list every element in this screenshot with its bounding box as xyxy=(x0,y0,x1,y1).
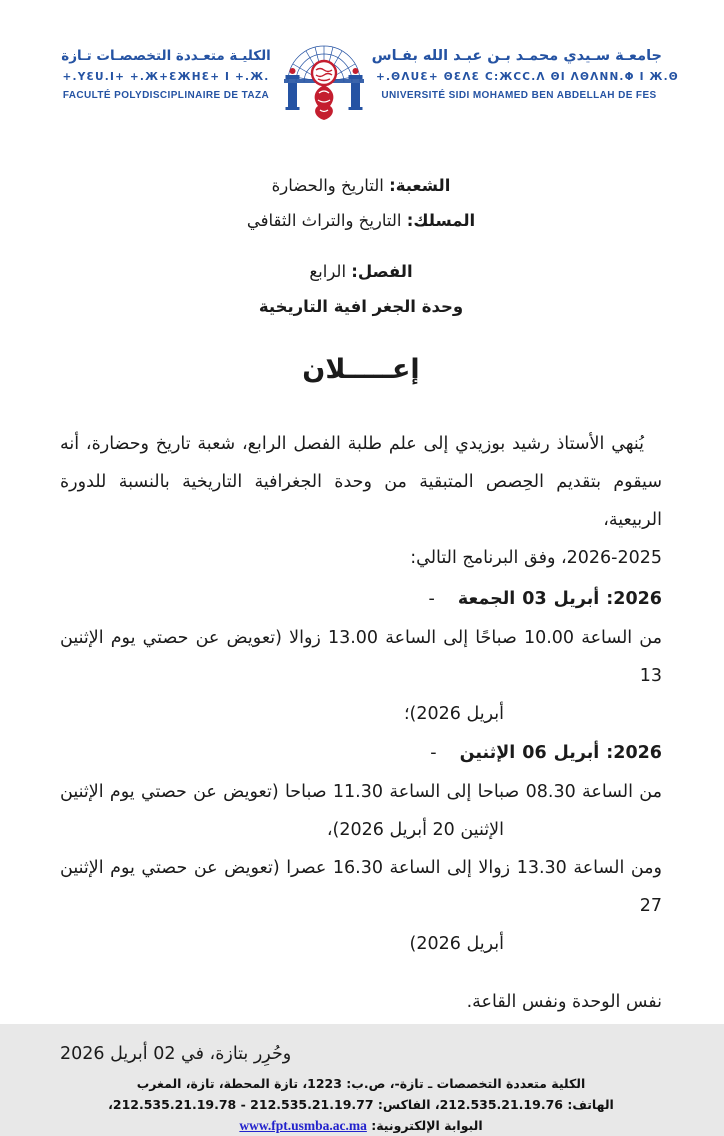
program-info xyxy=(60,168,662,324)
info-semester xyxy=(60,254,662,289)
university-name-tifinagh: +.ΘΛUƐ+ ΘƐΛƐ C:ЖCC.Λ ΘΙ ΛΘΛΝΝ.Φ Ι Ж.Θ xyxy=(376,70,679,83)
date-year: 2026: xyxy=(606,743,662,764)
track-value: التاريخ والتراث الثقافي xyxy=(246,211,407,230)
date-num: 06 xyxy=(522,743,547,764)
emblem-icon xyxy=(274,26,374,122)
date-num: 03 xyxy=(522,589,547,610)
info-track xyxy=(60,203,662,238)
university-block xyxy=(371,47,679,101)
semester-value: الرابع xyxy=(309,262,352,281)
info-unit xyxy=(60,289,662,324)
schedule-detail: من الساعة 08.30 صباحا إلى الساعة 11.30 صباحا (تعويض عن حصتي يوم الإثنين xyxy=(60,782,662,803)
announcement-title: إعـــــلان xyxy=(302,354,420,385)
university-name-arabic: جامعـة سـيدي محمـد بـن عبـد الله بفـاس xyxy=(371,47,662,64)
same-room-note: نفس الوحدة ونفس القاعة. xyxy=(466,992,662,1013)
intro-line: يُنهي الأستاذ رشيد بوزيدي إلى علم طلبة الفصل الرابع، شعبة تاريخ وحضارة، أنه xyxy=(60,434,644,455)
schedule-detail: ومن الساعة 13.30 زوالا إلى الساعة 16.30 عصرا (تعويض عن حصتي يوم الإثنين 27 xyxy=(60,858,662,917)
university-name-french: UNIVERSITÉ SIDI MOHAMED BEN ABDELLAH DE FES xyxy=(381,89,657,101)
intro-line: سيقوم بتقديم الحِصص المتبقية من وحدة الجغرافية التاريخية بالنسبة للدورة الربيعية، xyxy=(60,472,662,531)
issued-at-line: وحُرِر بتازة، في 02 أبريل 2026 xyxy=(60,1044,292,1065)
portal-link[interactable]: www.fpt.usmba.ac.ma xyxy=(239,1118,367,1134)
portal-label: البوابة الإلكترونية: xyxy=(366,1118,483,1134)
university-emblem-logo xyxy=(274,26,374,122)
intro-line: 2026-2025، وفق البرنامج التالي: xyxy=(410,548,662,569)
semester-label: الفصل: xyxy=(351,262,413,281)
faculty-block xyxy=(60,48,272,101)
date-year: 2026: xyxy=(606,589,662,610)
bullet-dash: - xyxy=(430,743,437,764)
schedule-detail: الإثنين 20 أبريل 2026)، xyxy=(326,820,504,841)
schedule-date-monday xyxy=(60,733,662,773)
footer-phone-fax: الهاتف: 212.535.21.19.76، الفاكس: 212.535.21.19.77 - 212.535.21.19.78، xyxy=(108,1097,614,1113)
date-day: الجمعة xyxy=(457,589,516,610)
footer-portal xyxy=(60,1115,662,1136)
schedule xyxy=(60,579,662,963)
branch-label: الشعبة: xyxy=(389,176,451,195)
date-month: أبريل xyxy=(553,743,600,764)
schedule-detail: أبريل 2026) xyxy=(409,934,504,955)
unit-label: وحدة الجغر افية التاريخية xyxy=(258,297,464,316)
schedule-date-friday xyxy=(60,579,662,619)
masthead xyxy=(60,26,679,122)
schedule-detail: من الساعة 10.00 صباحًا إلى الساعة 13.00 زوالا (تعويض عن حصتي يوم الإثنين 13 xyxy=(60,628,662,687)
info-branch xyxy=(60,168,662,203)
intro-paragraph xyxy=(60,425,662,577)
bullet-dash: - xyxy=(428,589,435,610)
faculty-name-arabic: الكليـة متعـددة التخصصـات تـازة xyxy=(61,47,271,64)
date-month: أبريل xyxy=(553,589,600,610)
faculty-name-tifinagh: +.ΥƐU.Ι+ +.Ж+ƐЖΗƐ+ Ι +.Ж. xyxy=(62,70,270,83)
track-label: المسلك: xyxy=(406,211,476,230)
page-footer xyxy=(60,1073,662,1136)
date-day: الإثنين xyxy=(459,743,516,764)
branch-value: التاريخ والحضارة xyxy=(271,176,390,195)
footer-address: الكلية متعددة التخصصات ـ تازة-، ص.ب: 1223، تازة المحطة، تازة، المغرب xyxy=(136,1076,586,1092)
faculty-name-french: FACULTÉ POLYDISCIPLINAIRE DE TAZA xyxy=(62,89,270,101)
schedule-detail: أبريل 2026)؛ xyxy=(403,704,504,725)
spacer xyxy=(60,238,662,254)
